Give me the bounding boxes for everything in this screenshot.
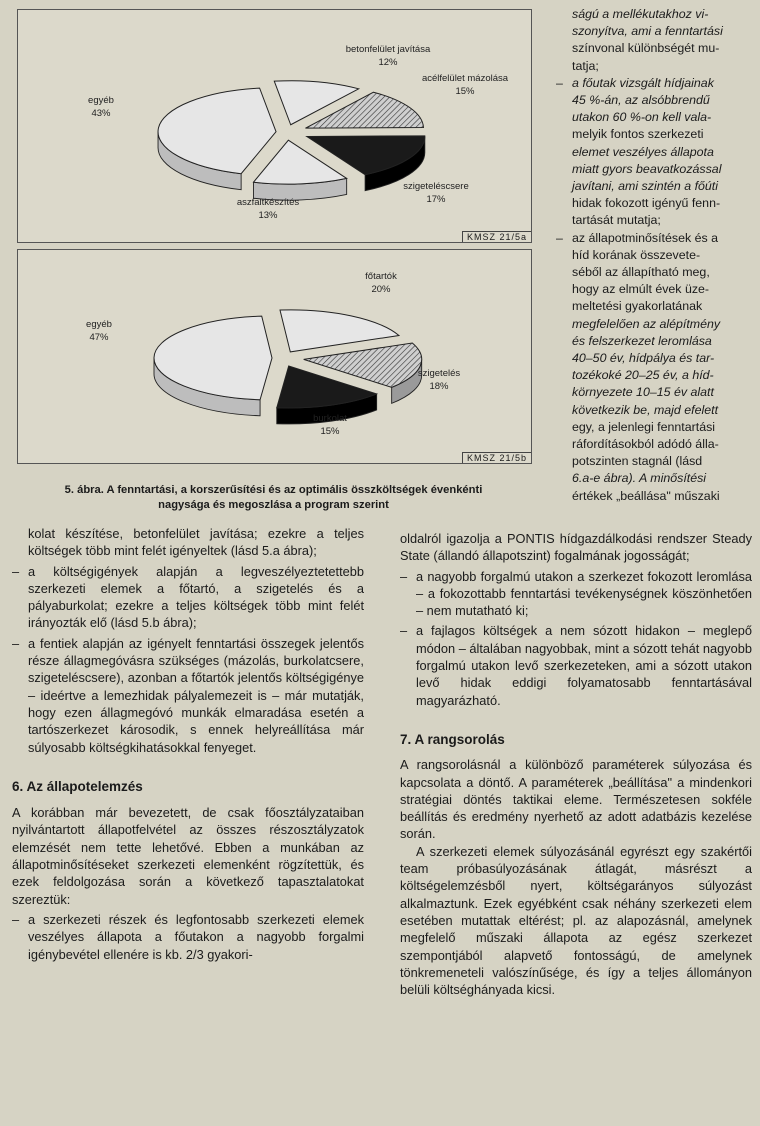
figure-tag: KMSZ 21/5a	[462, 231, 531, 242]
pie-slice	[280, 310, 399, 352]
paragraph: A rangsorolásnál a különböző paraméterek súlyozása és kapcsolata a döntő. A paraméterek „beállítása" a mindenkori stratégiai döntés taktikai eleme. Természetesen sokféle beállítás és eredmény nyerhető az adott adatbázis kezelése során.	[400, 757, 752, 842]
figure-5a	[17, 9, 532, 243]
label-burkolat: burkolat 15%	[313, 413, 347, 437]
section-heading-7: 7. A rangsorolás	[400, 731, 505, 747]
bullet-item: – a fajlagos költségek a nem sózott hidakon – meglepő módon – általában nagyobbak, mint a sózott tehát nagyobb forgalmú utakon levő szerkezeteken, ami a sózott utakon levő hidak eddigi folyamatosabb fenntartásával magyarázható.	[400, 622, 752, 708]
right-column	[400, 530, 752, 998]
label-egyeb-a: egyéb 43%	[88, 95, 114, 119]
label-aszfalt: aszfaltkészítés 13%	[236, 197, 300, 221]
right-top-column: ságú a mellékutakhoz vi- szonyítva, ami a fenntartási színvonal különbségét mu- tatja; – a főutak vizsgált hídjainak 45 %-án, az alsóbbrendű utakon 60 %-on kell vala- melyik fontos szerkezeti elemet veszélyes állapota miatt gyors beavatkozással javítani, ami szintén a főúti hidak fokozott igényű fenn- tartását mutatja; – az állapotminősítések és a híd korának összevete- séből az állapítható meg, hogy az elmúlt évek üze- meltetési gyakorlatának megfelelően az alépítmény és felszerkezet leromlása 40–50 év, hídpálya és tar- tozékoké 20–25 év, a híd- környezete 10–15 év alatt következik be, majd efelett egy, a jelenlegi fenntartási ráfordításokból adódó álla- potszinten stagnál (lásd 6.a-e ábra). A minősítési értékek „beállása" műszaki	[556, 6, 752, 505]
paragraph: A szerkezeti elemek súlyozásánál egyrészt egy szakértői team próbasúlyozásának átlagát, másrészt a költségelemzésből nyert, költségarányos súlyozást alkalmaztunk. Ezek egyébként csak néhány szerkezeti elem esetében mutattak eltérést; pl. az alapozásnál, amelynek megfelelő műszaki állapota az egész szerkezet szempontjából alapvető fontosságú, de amelynek tönkremeneteli valószínűsége, és így a teljes állományon belüli költséghányada kicsi.	[400, 843, 752, 998]
label-acelfelulet: acélfelület mázolása 15%	[421, 73, 509, 97]
figure-tag: KMSZ 21/5b	[462, 452, 531, 463]
bullet-item: – a fentiek alapján az igényelt fenntartási összegek jelentős része állagmegóvásra szükséges (mázolás, burkolatcsere, szigeteléscsere), azonban a főtartók jelentős költségigénye – ideértve a lemezhidak pályalemezeit is – már mutatják, hogy ezen állagmegóvó munkák elmaradása esetén a tartószerkezet károsodik, s ennek helyreállítása már súlyosabb költségkihatásokkal fenyeget.	[12, 635, 364, 756]
label-szigeteles-b: szigetelés 18%	[417, 368, 461, 392]
label-szigeteles: szigeteléscsere 17%	[403, 181, 469, 205]
paragraph: kolat készítése, betonfelület javítása; ezekre a teljes költségek több mint felét igényeltek (lásd 5.a ábra);	[28, 526, 364, 559]
figure-caption: 5. ábra. A fenntartási, a korszerűsítési és az optimális összköltségek évenkénti nagysága és megoszlása a program szerint	[64, 484, 483, 511]
paragraph: oldalról igazolja a PONTIS hídgazdálkodási rendszer Steady State (állandó állapotszint) fogalmának jogosságát;	[400, 531, 752, 564]
label-fotartok: főtartók 20%	[365, 271, 397, 295]
pie-chart-5b	[18, 250, 531, 463]
paragraph: A korábban már bevezetett, de csak főosztályzataiban nyilvántartott állapotfelvétel az összes részosztályzatok elemzését nem tette lehetővé. Ebben a munkában az állapotminősítéseket szerkezeti elemenként rögzítettük, és ezek feldolgozása során a következő tapasztalatokat szereztük:	[12, 805, 364, 907]
bullet-item: – a szerkezeti részek és legfontosabb szerkezeti elemek veszélyes állapota a főutakon a nagyobb forgalmi igénybevétel ellenére is kb. 2/3 gyakori-	[12, 911, 364, 963]
label-egyeb-b: egyéb 47%	[86, 319, 112, 343]
label-betonfelulet: betonfelület javítása 12%	[345, 44, 431, 68]
bullet-item: – a nagyobb forgalmú utakon a szerkezet fokozott leromlása – a fokozottabb fenntartási tevékenységnek köszönhetően – nem mutatható ki;	[400, 568, 752, 620]
section-heading-6: 6. Az állapotelemzés	[12, 778, 143, 794]
figure-5b	[17, 249, 532, 464]
bullet-item: – a költségigények alapján a legveszélyeztetettebb szerkezeti elemek a főtartó, a szigetelés és a pályaburkolat; ezekre a teljes költségek több mint felét irányozták elő (lásd 5.b ábra);	[12, 563, 364, 632]
left-column	[12, 525, 364, 963]
